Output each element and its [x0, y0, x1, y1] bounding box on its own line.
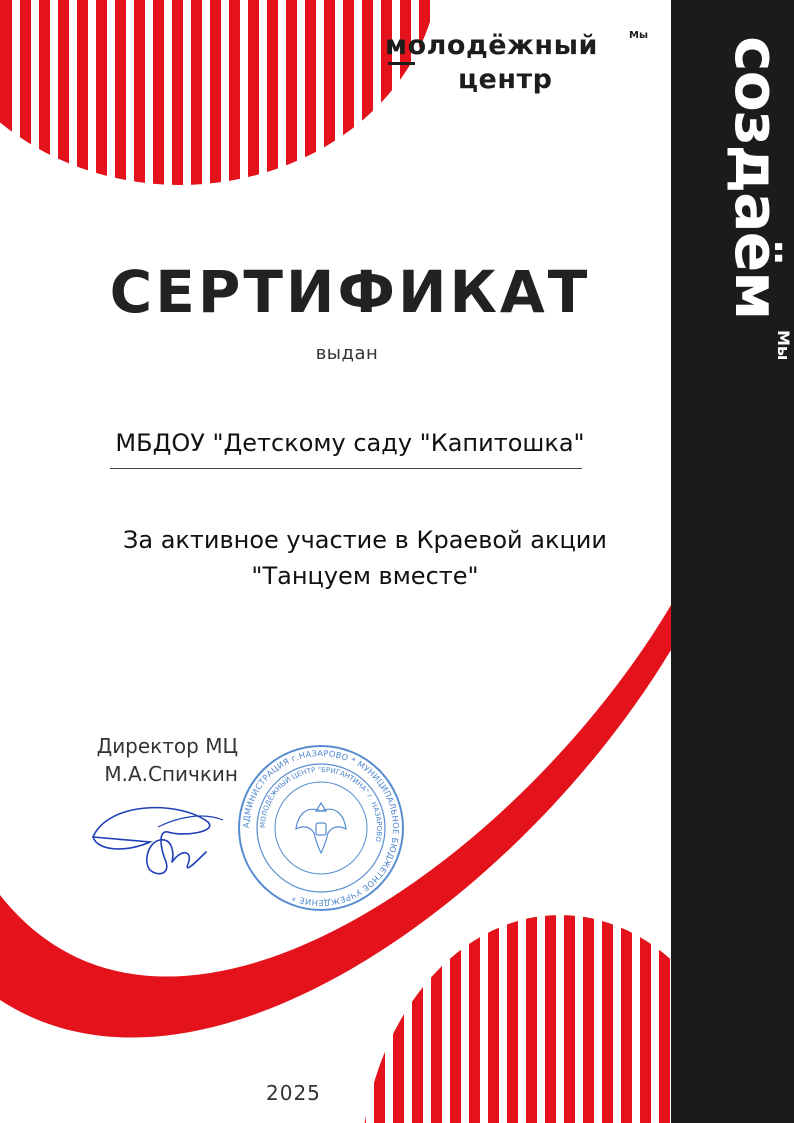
reason-line-2: "Танцуем вместе" — [251, 562, 479, 590]
recipient-name: МБДОУ "Детскому саду "Капитошка" — [115, 429, 585, 457]
award-reason — [60, 522, 670, 594]
logo-line2: центр — [458, 64, 553, 95]
stamp-outer-text: АДМИНИСТРАЦИЯ г.НАЗАРОВО * МУНИЦИПАЛЬНОЕ БЮДЖЕТНОЕ УЧРЕЖДЕНИЕ * — [240, 747, 402, 909]
director-title: Директор МЦ — [96, 734, 238, 758]
stamp-inner-text: МОЛОДЁЖНЫЙ ЦЕНТР "БРИГАНТИНА" г. НАЗАРОВО — [258, 765, 384, 843]
logo-line1: молодёжный — [385, 30, 598, 61]
certificate-year: 2025 — [266, 1081, 321, 1105]
reason-line-1: За активное участие в Краевой акции — [123, 526, 607, 554]
logo-underline — [388, 62, 415, 65]
issued-label: выдан — [315, 343, 379, 364]
logo-mark: Мы — [629, 30, 648, 41]
certificate-title: СЕРТИФИКАТ — [109, 258, 591, 326]
brand-wordmark: создаём — [721, 36, 791, 320]
director-name: М.А.Спичкин — [104, 762, 238, 786]
brand-sidebar — [671, 0, 794, 1123]
brand-mark: Мы — [774, 330, 793, 361]
top-stripes — [0, 0, 430, 200]
youth-center-logo — [385, 30, 655, 100]
eagle-emblem-icon — [296, 803, 346, 853]
handwritten-signature — [88, 792, 228, 882]
director-block — [88, 732, 238, 788]
recipient-underline — [110, 468, 582, 469]
svg-text:МОЛОДЁЖНЫЙ ЦЕНТР "БРИГАНТИНА" — [259, 766, 383, 843]
official-stamp — [236, 743, 406, 913]
